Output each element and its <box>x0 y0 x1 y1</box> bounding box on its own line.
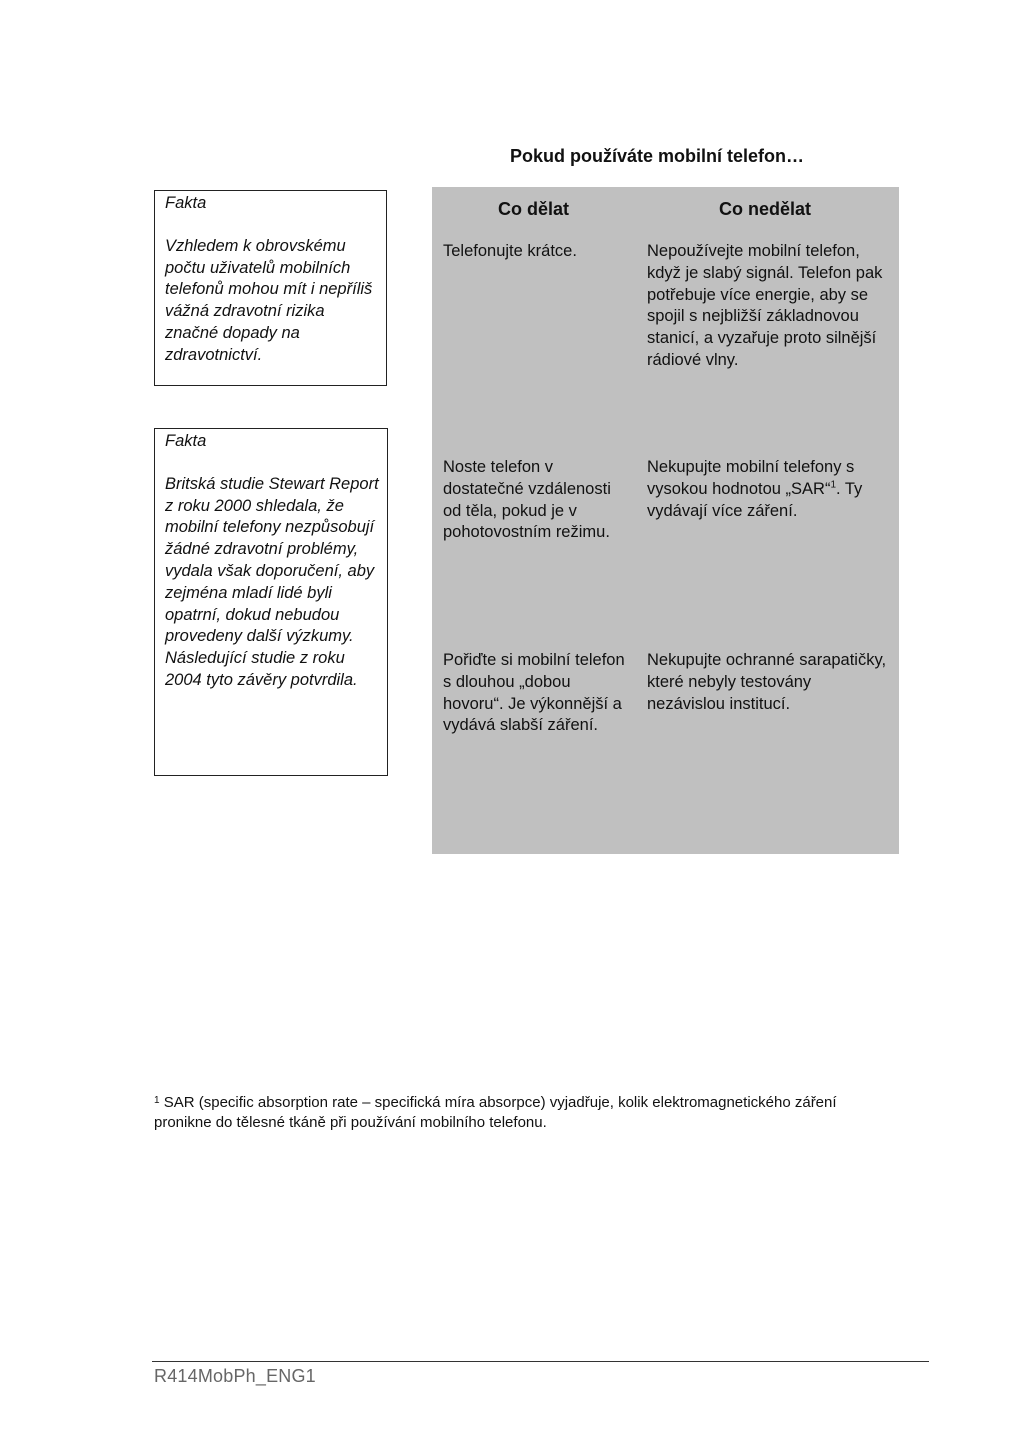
fact-title: Fakta <box>165 194 207 212</box>
document-code: R414MobPh_ENG1 <box>154 1366 316 1386</box>
column-header-dont: Co nedělat <box>719 199 812 219</box>
fact-box-2 <box>154 428 388 776</box>
advice-do-3: Pořiďte si mobilní telefon s dlouhou „dobou hovoru“. Je výkonnější a vydává slabší záření. <box>443 651 625 735</box>
fact-title: Fakta <box>165 432 207 450</box>
footer-divider <box>152 1361 929 1362</box>
advice-dont-1: Nepoužívejte mobilní telefon, když je slabý signál. Telefon pak potřebuje více energie, aby se spojil s nejbližší základnovou stanicí, a vyzařuje proto silnější rádiové vlny. <box>647 242 883 369</box>
page-heading: Pokud používáte mobilní telefon… <box>510 146 805 166</box>
advice-dont-2-text-end: . Ty vydávají více záření. <box>647 479 863 520</box>
advice-do-1: Telefonujte krátce. <box>443 242 577 260</box>
fact-box-1 <box>154 190 387 386</box>
column-header-do: Co dělat <box>498 199 570 219</box>
footnote-mark: 1 <box>154 1095 160 1106</box>
footnote <box>154 1093 854 1133</box>
fact-body: Vzhledem k obrovskému počtu uživatelů mobilních telefonů mohou mít i nepříliš vážná zdravotní rizika značné dopady na zdravotnictví. <box>165 236 373 364</box>
advice-do-2: Noste telefon v dostatečné vzdálenosti od těla, pokud je v pohotovostním režimu. <box>443 458 611 542</box>
advice-dont-2 <box>647 457 893 522</box>
advice-dont-2-text: Nekupujte mobilní telefony s vysokou hodnotou „SAR“ <box>647 458 855 498</box>
footnote-text: SAR (specific absorption rate – specifická míra absorpce) vyjadřuje, kolik elektromagnetického záření pronikne do tělesné tkáně při používání mobilního telefonu. <box>154 1094 837 1131</box>
footnote-reference: 1 <box>830 479 836 491</box>
fact-body: Britská studie Stewart Report z roku 2000 shledala, že mobilní telefony nezpůsobují žádné zdravotní problémy, vydala však doporučení, aby zejména mladí lidé byli opatrní, dokud nebudou provedeny další výzkumy. Následující studie z roku 2004 tyto závěry potvrdila. <box>165 474 379 689</box>
advice-dont-3: Nekupujte ochranné sarapatičky, které nebyly testovány nezávislou institucí. <box>647 651 887 713</box>
